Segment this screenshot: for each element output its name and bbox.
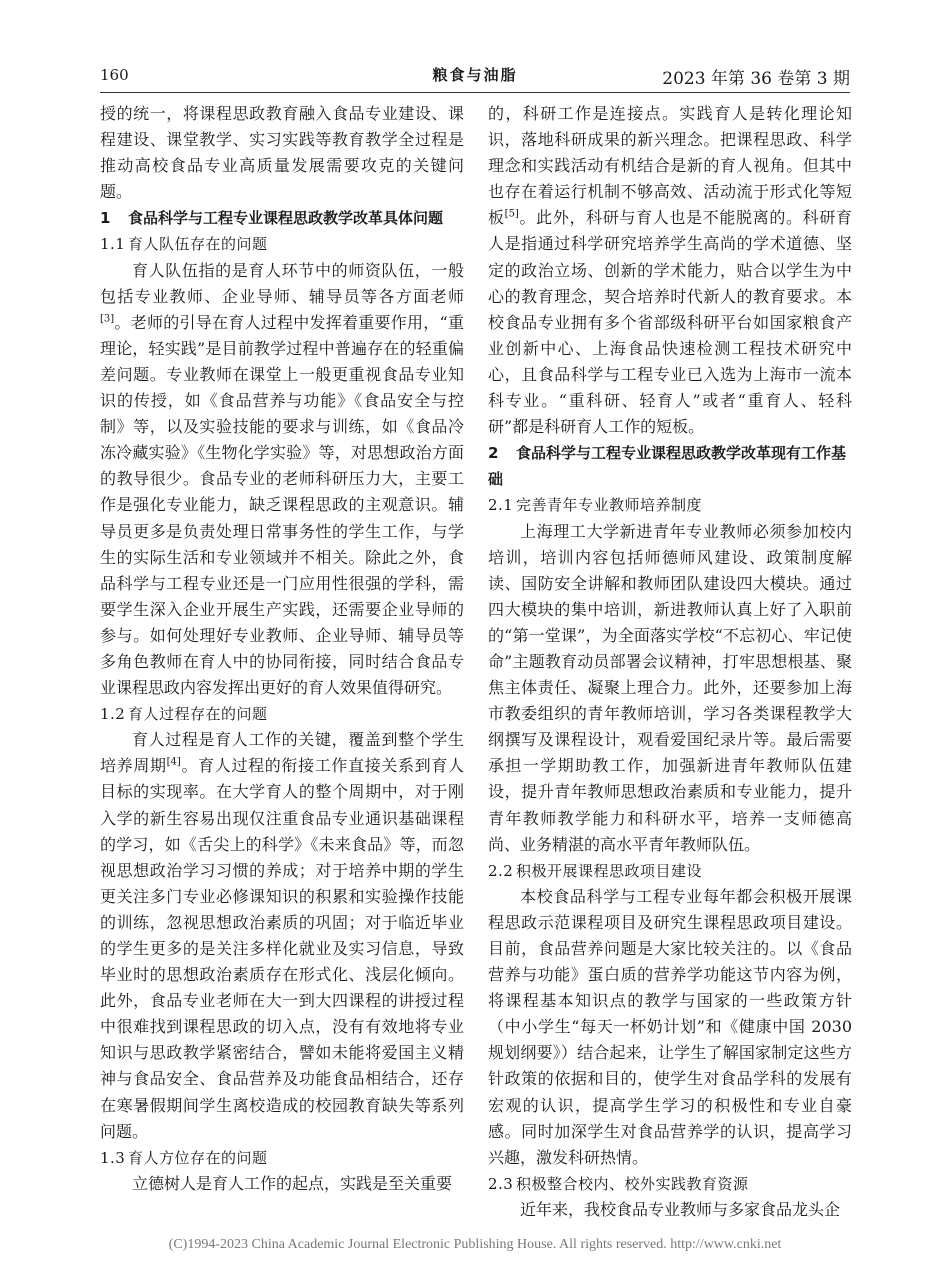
subsection-number: 1.2 [100,705,126,724]
subsection-2-2-heading [488,858,852,884]
subsection-1-3-heading [100,1145,464,1171]
subsection-title: 积极开展课程思政项目建设 [516,861,703,880]
section-number: 1 [100,209,111,228]
subsection-1-1-heading [100,231,464,257]
subsection-number: 2.1 [488,496,514,515]
subsection-number: 2.3 [488,1174,514,1193]
subsection-title: 育人方位存在的问题 [128,1148,268,1167]
paragraph-2-3-start: 近年来，我校食品专业教师与多家食品龙头企 [520,1199,841,1219]
subsection-title: 完善青年专业教师培养制度 [516,496,703,515]
left-column [100,101,464,1197]
paragraph-2-1: 上海理工大学新进青年专业教师必须参加校内培训，培训内容包括师德师风建设、政策制度解读、国防安全讲解和教师团队建设四大模块。通过四大模块的集中培训，新进教师认真上好了入职前的“第一堂课”，为全面落实学校“不忘初心、牢记使命”主题教育动员部署会议精神，打牢思想根基、聚焦主体责任、凝聚上理合力。此外，还要参加上海市教委组织的青年教师培训，学习各类课程教学大纲撰写及课程设计，观看爱国纪录片等。最后需要承担一学期助教工作，加强新进青年教师队伍建设，提升青年教师思想政治素质和专业能力，提升青年教师教学能力和科研水平，培养一支师德高尚、业务精湛的高水平青年教师队伍。 [488,521,852,854]
section-2-heading [488,440,852,492]
subsection-number: 2.2 [488,861,514,880]
subsection-number: 1.3 [100,1148,126,1167]
subsection-1-2-heading [100,701,464,727]
issue-info: 2023 年第 36 卷第 3 期 [662,69,850,89]
subsection-2-1-heading [488,492,852,518]
subsection-number: 1.1 [100,235,126,254]
right-column [488,101,852,1223]
paragraph-1-3-start: 立德树人是育人工作的起点，实践是至关重要 [132,1173,453,1193]
copyright-footer: (C)1994-2023 China Academic Journal Electronic Publishing House. All rights reserved. http://www.cnki.net [168,1237,782,1252]
journal-title: 粮食与油脂 [432,66,518,84]
running-header [100,62,850,93]
citation: [4] [166,757,181,769]
subsection-title: 育人过程存在的问题 [128,705,268,724]
section-title: 食品科学与工程专业课程思政教学改革现有工作基础 [488,444,847,489]
paragraph-1-3-continued: 的，科研工作是连接点。实践育人是转化理论知识，落地科研成果的新兴理念。把课程思政、科学理念和实践活动有机结合是新的育人视角。但其中也存在着运行机制不够高效、活动流于形式化等短板[5]。此外，科研与育人也是不能脱离的。科研育人是指通过科学研究培养学生高尚的学术道德、坚定的政治立场、创新的学术能力，贴合以学生为中心的教育理念，契合培养时代新人的教育要求。本校食品专业拥有多个省部级科研平台如国家粮食产业创新中心、上海食品快速检测工程技术研究中心，且食品科学与工程专业已入选为上海市一流本科专业。“重科研、轻育人”或者“重育人、轻科研”都是科研育人工作的短板。 [488,104,852,437]
subsection-title: 积极整合校内、校外实践教育资源 [516,1174,749,1193]
page-number: 160 [100,66,129,84]
paragraph-1-2: 育人过程是育人工作的关键，覆盖到整个学生培养周期[4]。育人过程的衔接工作直接关系到育人目标的实现率。在大学育人的整个周期中，对于刚入学的新生容易出现仅注重食品专业通识基础课程的学习，如《舌尖上的科学》《未来食品》等，而忽视思想政治学习习惯的养成；对于培养中期的学生更关注多门专业必修课知识的积累和实验操作技能的训练，忽视思想政治素质的巩固；对于临近毕业的学生更多的是关注多样化就业及实习信息，导致毕业时的思想政治素质存在形式化、浅层化倾向。此外，食品专业老师在大一到大四课程的讲授过程中很难找到课程思政的切入点，没有有效地将专业知识与思政教学紧密结合，譬如未能将爱国主义精神与食品安全、食品营养及功能食品相结合，还存在寒暑假期间学生离校造成的校园教育缺失等系列问题。 [100,730,464,1141]
subsection-2-3-heading [488,1171,852,1197]
citation: [5] [504,209,519,221]
section-1-heading [100,205,464,231]
section-number: 2 [488,444,499,463]
citation: [3] [100,313,115,325]
paragraph-intro: 授的统一，将课程思政教育融入食品专业建设、课程建设、课堂教学、实习实践等教育教学全过程是推动高校食品专业高质量发展需要攻克的关键问题。 [100,104,464,202]
subsection-title: 育人队伍存在的问题 [128,235,268,254]
paragraph-2-2: 本校食品科学与工程专业每年都会积极开展课程思政示范课程项目及研究生课程思政项目建设。目前，食品营养问题是大家比较关注的。以《食品营养与功能》蛋白质的营养学功能这节内容为例，将课程基本知识点的教学与国家的一些政策方针（中小学生“每天一杯奶计划”和《健康中国 2030 规划纲要》）结合起来，让学生了解国家制定这些方针政策的依据和目的，使学生对食品学科的发展有宏观的认识，提高学生学习的积极性和专业自豪感。同时加深学生对食品营养学的认识，提高学习兴趣，激发科研热情。 [488,886,852,1167]
section-title: 食品科学与工程专业课程思政教学改革具体问题 [128,209,444,228]
paragraph-1-1: 育人队伍指的是育人环节中的师资队伍，一般包括专业教师、企业导师、辅导员等各方面老师[3]。老师的引导在育人过程中发挥着重要作用，“重理论，轻实践”是目前教学过程中普遍存在的轻重偏差问题。专业教师在课堂上一般更重视食品专业知识的传授，如《食品营养与功能》《食品安全与控制》等，以及实验技能的要求与训练，如《食品冷冻冷藏实验》《生物化学实验》等，对思想政治方面的教导很少。食品专业的老师科研压力大，主要工作是强化专业能力，缺乏课程思政的主观意识。辅导员更多是负责处理日常事务性的学生工作，与学生的实际生活和专业领域并不相关。除此之外，食品科学与工程专业还是一门应用性很强的学科，需要学生深入企业开展生产实践，还需要企业导师的参与。如何处理好专业教师、企业导师、辅导员等多角色教师在育人中的协同衔接，同时结合食品专业课程思政内容发挥出更好的育人效果值得研究。 [100,260,464,698]
